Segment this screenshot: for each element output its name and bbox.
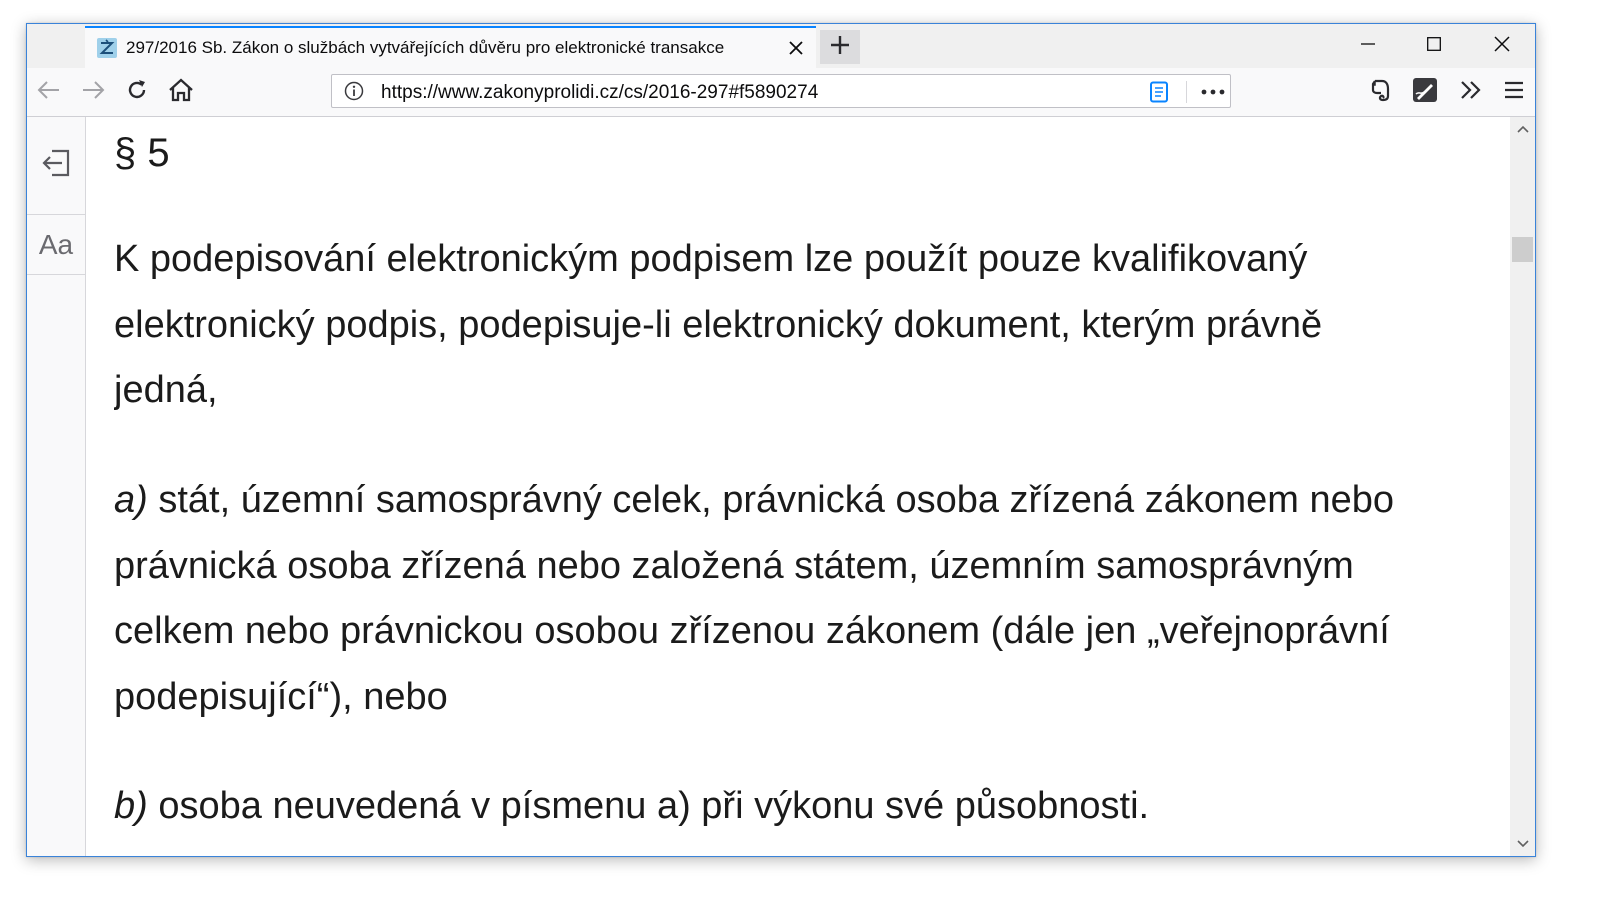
home-icon [168, 78, 194, 107]
close-tab-icon[interactable] [776, 28, 816, 68]
back-icon [37, 80, 61, 105]
overflow-chevrons-icon [1460, 80, 1482, 105]
maximize-button[interactable] [1401, 24, 1467, 68]
address-bar[interactable] [331, 74, 1231, 108]
scroll-down-icon[interactable] [1510, 832, 1535, 856]
hamburger-menu-icon [1504, 81, 1524, 104]
info-icon[interactable] [344, 81, 364, 106]
tab-title: 297/2016 Sb. Zákon o službách vytvářejících důvěru pro elektronické transakce [126, 38, 725, 57]
url-separator [1186, 81, 1187, 103]
scrollbar-thumb[interactable] [1512, 237, 1533, 262]
favicon-icon [97, 38, 117, 58]
plus-icon [830, 35, 850, 60]
item-a-paragraph [114, 468, 1434, 730]
minimize-button[interactable] [1335, 24, 1401, 68]
active-tab[interactable] [85, 26, 816, 68]
tab-strip [27, 24, 1535, 68]
new-tab-button[interactable] [820, 30, 860, 64]
item-b-text: osoba neuvedená v písmenu a) při výkonu své působnosti. [147, 785, 1150, 827]
item-a-text: stát, územní samosprávný celek, právnická osoba zřízená zákonem nebo právnická osoba zřízená nebo založená státem, územním samosprávným celkem nebo právnickou osobou zřízenou zákonem (dále jen „veřejnoprávní podepisující“), nebo [114, 479, 1394, 718]
close-window-icon [1494, 36, 1510, 57]
intro-paragraph: K podepisování elektronickým podpisem lze použít pouze kvalifikovaný elektronický podpis, podepisuje-li elektronický dokument, kterým právně jedná, [114, 238, 1323, 411]
type-controls-button[interactable] [27, 215, 85, 275]
back-button[interactable] [33, 76, 65, 108]
overflow-button[interactable] [1455, 76, 1487, 108]
home-button[interactable] [165, 76, 197, 108]
screenshot-icon [1412, 77, 1438, 108]
maximize-icon [1427, 37, 1441, 56]
item-b-paragraph [114, 774, 1434, 840]
menu-button[interactable] [1498, 76, 1530, 108]
reload-button[interactable] [121, 76, 153, 108]
item-a-label: a) [114, 479, 148, 521]
section-heading: § 5 [114, 131, 170, 175]
exit-reader-button[interactable] [27, 117, 85, 215]
item-b-label: b) [114, 785, 148, 827]
vertical-scrollbar[interactable] [1510, 117, 1535, 856]
close-window-button[interactable] [1469, 24, 1535, 68]
minimize-icon [1361, 37, 1375, 56]
evernote-button[interactable] [1365, 76, 1397, 108]
exit-reader-icon [40, 147, 72, 184]
scroll-up-icon[interactable] [1510, 117, 1535, 141]
forward-icon [81, 80, 105, 105]
reader-content [114, 117, 1510, 856]
screenshot-button[interactable] [1409, 76, 1441, 108]
type-controls-label: Aa [38, 228, 74, 260]
navigation-toolbar [27, 68, 1535, 117]
forward-button[interactable] [77, 76, 109, 108]
browser-window [26, 23, 1536, 857]
reader-view-icon[interactable] [1148, 81, 1170, 108]
more-actions-icon[interactable] [1200, 81, 1226, 108]
evernote-icon [1370, 78, 1392, 107]
reload-icon [125, 78, 149, 107]
reader-toolbar [27, 117, 86, 856]
url-text[interactable]: https://www.zakonyprolidi.cz/cs/2016-297#f5890274 [381, 82, 819, 103]
